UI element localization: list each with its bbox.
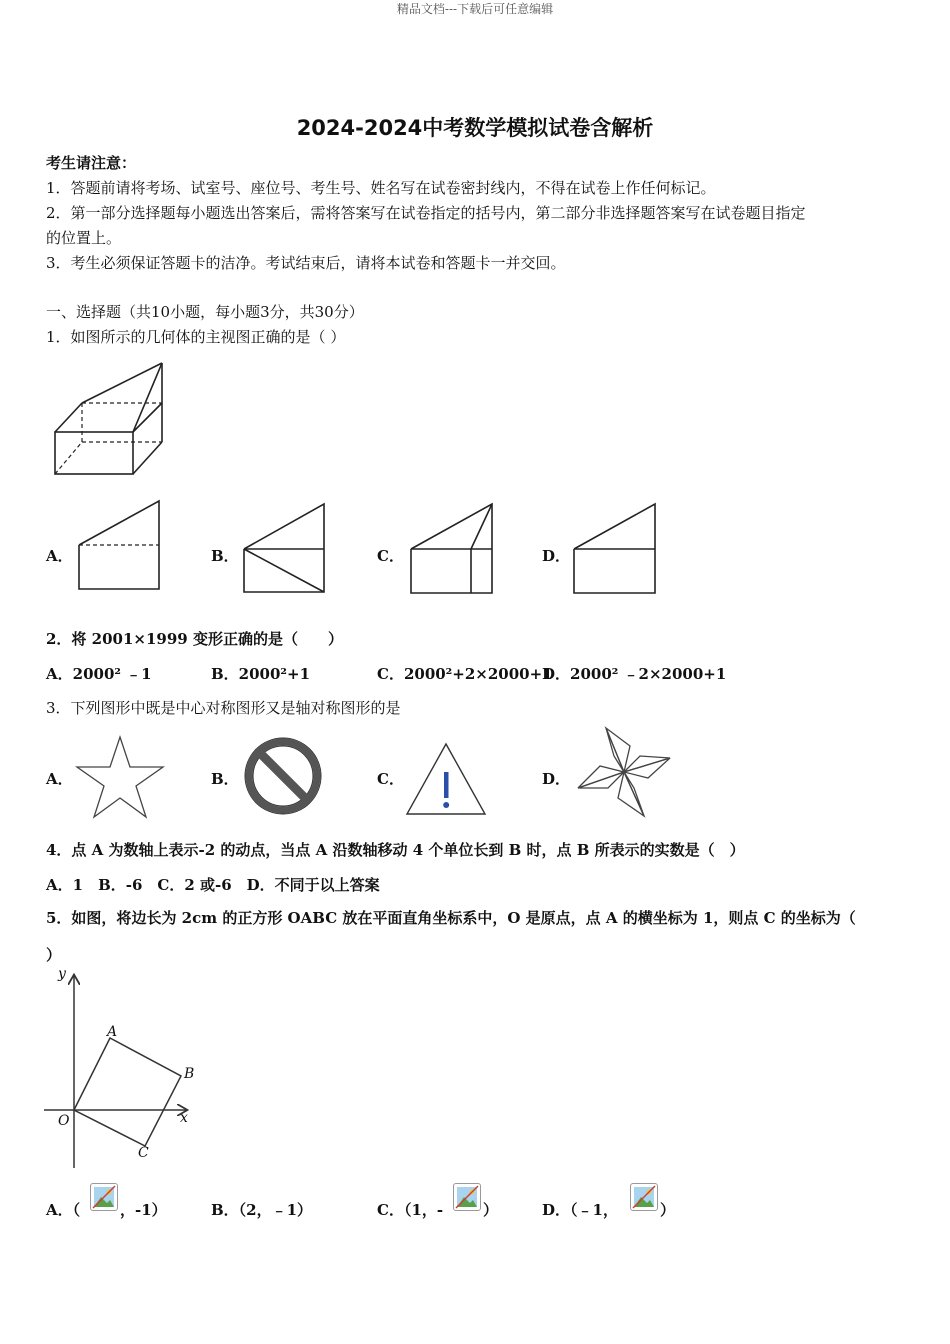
q5-option-a-suffix: ，-1） — [120, 1201, 167, 1219]
pinwheel-figure — [576, 726, 672, 818]
broken-image-icon — [630, 1183, 658, 1211]
x-axis-label: x — [180, 1110, 188, 1126]
q5-stem-end: ） — [46, 946, 62, 964]
q5-option-c-prefix: C．（1，- — [377, 1201, 444, 1219]
q4-options: A．1 B．-6 C．2 或-6 D．不同于以上答案 — [46, 876, 380, 894]
notice-item-2: 2．第一部分选择题每小题选出答案后，需将答案写在试卷指定的括号内，第二部分非选择题答案写在试卷题目指定 — [46, 204, 806, 222]
notice-item-3: 3．考生必须保证答题卡的洁净。考试结束后，请将本试卷和答题卡一并交回。 — [46, 254, 566, 272]
q1-option-a-label: A． — [46, 547, 73, 565]
q1-option-c-figure — [410, 503, 495, 595]
q1-option-c-label: C． — [377, 547, 404, 565]
y-axis-label: y — [58, 966, 66, 982]
point-b-label: B — [184, 1066, 195, 1082]
q1-option-b-figure — [243, 503, 328, 595]
q2-option-d: D．2000² ﹣2×2000+1 — [542, 665, 727, 683]
q1-option-d-label: D． — [542, 547, 571, 565]
q3-option-d-label: D． — [542, 770, 571, 788]
broken-image-icon — [90, 1183, 118, 1211]
section-heading: 一、选择题（共10小题，每小题3分，共30分） — [46, 303, 364, 321]
q3-stem: 3．下列图形中既是中心对称图形又是轴对称图形的是 — [46, 699, 401, 717]
q5-option-a-prefix: A．（ — [46, 1201, 81, 1219]
q1-option-a-figure — [78, 500, 163, 592]
notice-item-1: 1．答题前请将考场、试室号、座位号、考生号、姓名写在试卷密封线内，不得在试卷上作任何标记。 — [46, 179, 716, 197]
q3-option-a-label: A． — [46, 770, 73, 788]
q2-option-c: C．2000²+2×2000+1 — [377, 665, 553, 683]
prohibition-sign-figure — [243, 736, 323, 816]
q5-option-b: B．（2，﹣1） — [211, 1201, 313, 1219]
warning-triangle-figure — [405, 742, 487, 816]
q5-option-c-suffix: ） — [483, 1201, 499, 1219]
q4-stem: 4．点 A 为数轴上表示-2 的动点，当点 A 沿数轴移动 4 个单位长到 B 时，点 B 所表示的实数是（ ） — [46, 841, 745, 859]
point-a-label: A — [107, 1024, 118, 1040]
q3-option-c-label: C． — [377, 770, 404, 788]
notice-heading: 考生请注意： — [46, 154, 137, 172]
q1-option-b-label: B． — [211, 547, 239, 565]
q1-option-d-figure — [573, 503, 658, 595]
broken-image-icon — [453, 1183, 481, 1211]
q5-option-d-prefix: D．（﹣1， — [542, 1201, 618, 1219]
q2-option-a: A．2000² ﹣1 — [46, 665, 152, 683]
notice-item-2-cont: 的位置上。 — [46, 229, 122, 247]
q1-stem: 1．如图所示的几何体的主视图正确的是（ ） — [46, 328, 346, 346]
q2-stem: 2．将 2001×1999 变形正确的是（ ） — [46, 630, 343, 648]
q5-option-d-suffix: ） — [660, 1201, 676, 1219]
page-title: 2024-2024中考数学模拟试卷含解析 — [296, 116, 654, 140]
q3-option-b-label: B． — [211, 770, 239, 788]
star-figure — [74, 735, 166, 819]
q1-solid-figure — [50, 360, 170, 480]
origin-label: O — [58, 1113, 70, 1129]
point-c-label: C — [138, 1145, 149, 1161]
q5-stem: 5．如图，将边长为 2cm 的正方形 OABC 放在平面直角坐标系中，O 是原点，点 A 的横坐标为 1，则点 C 的坐标为（ — [46, 909, 856, 927]
q2-option-b: B．2000²+1 — [211, 665, 311, 683]
q5-coordinate-figure — [44, 970, 204, 1170]
page-header: 精品文档---下载后可任意编辑 — [396, 2, 554, 16]
